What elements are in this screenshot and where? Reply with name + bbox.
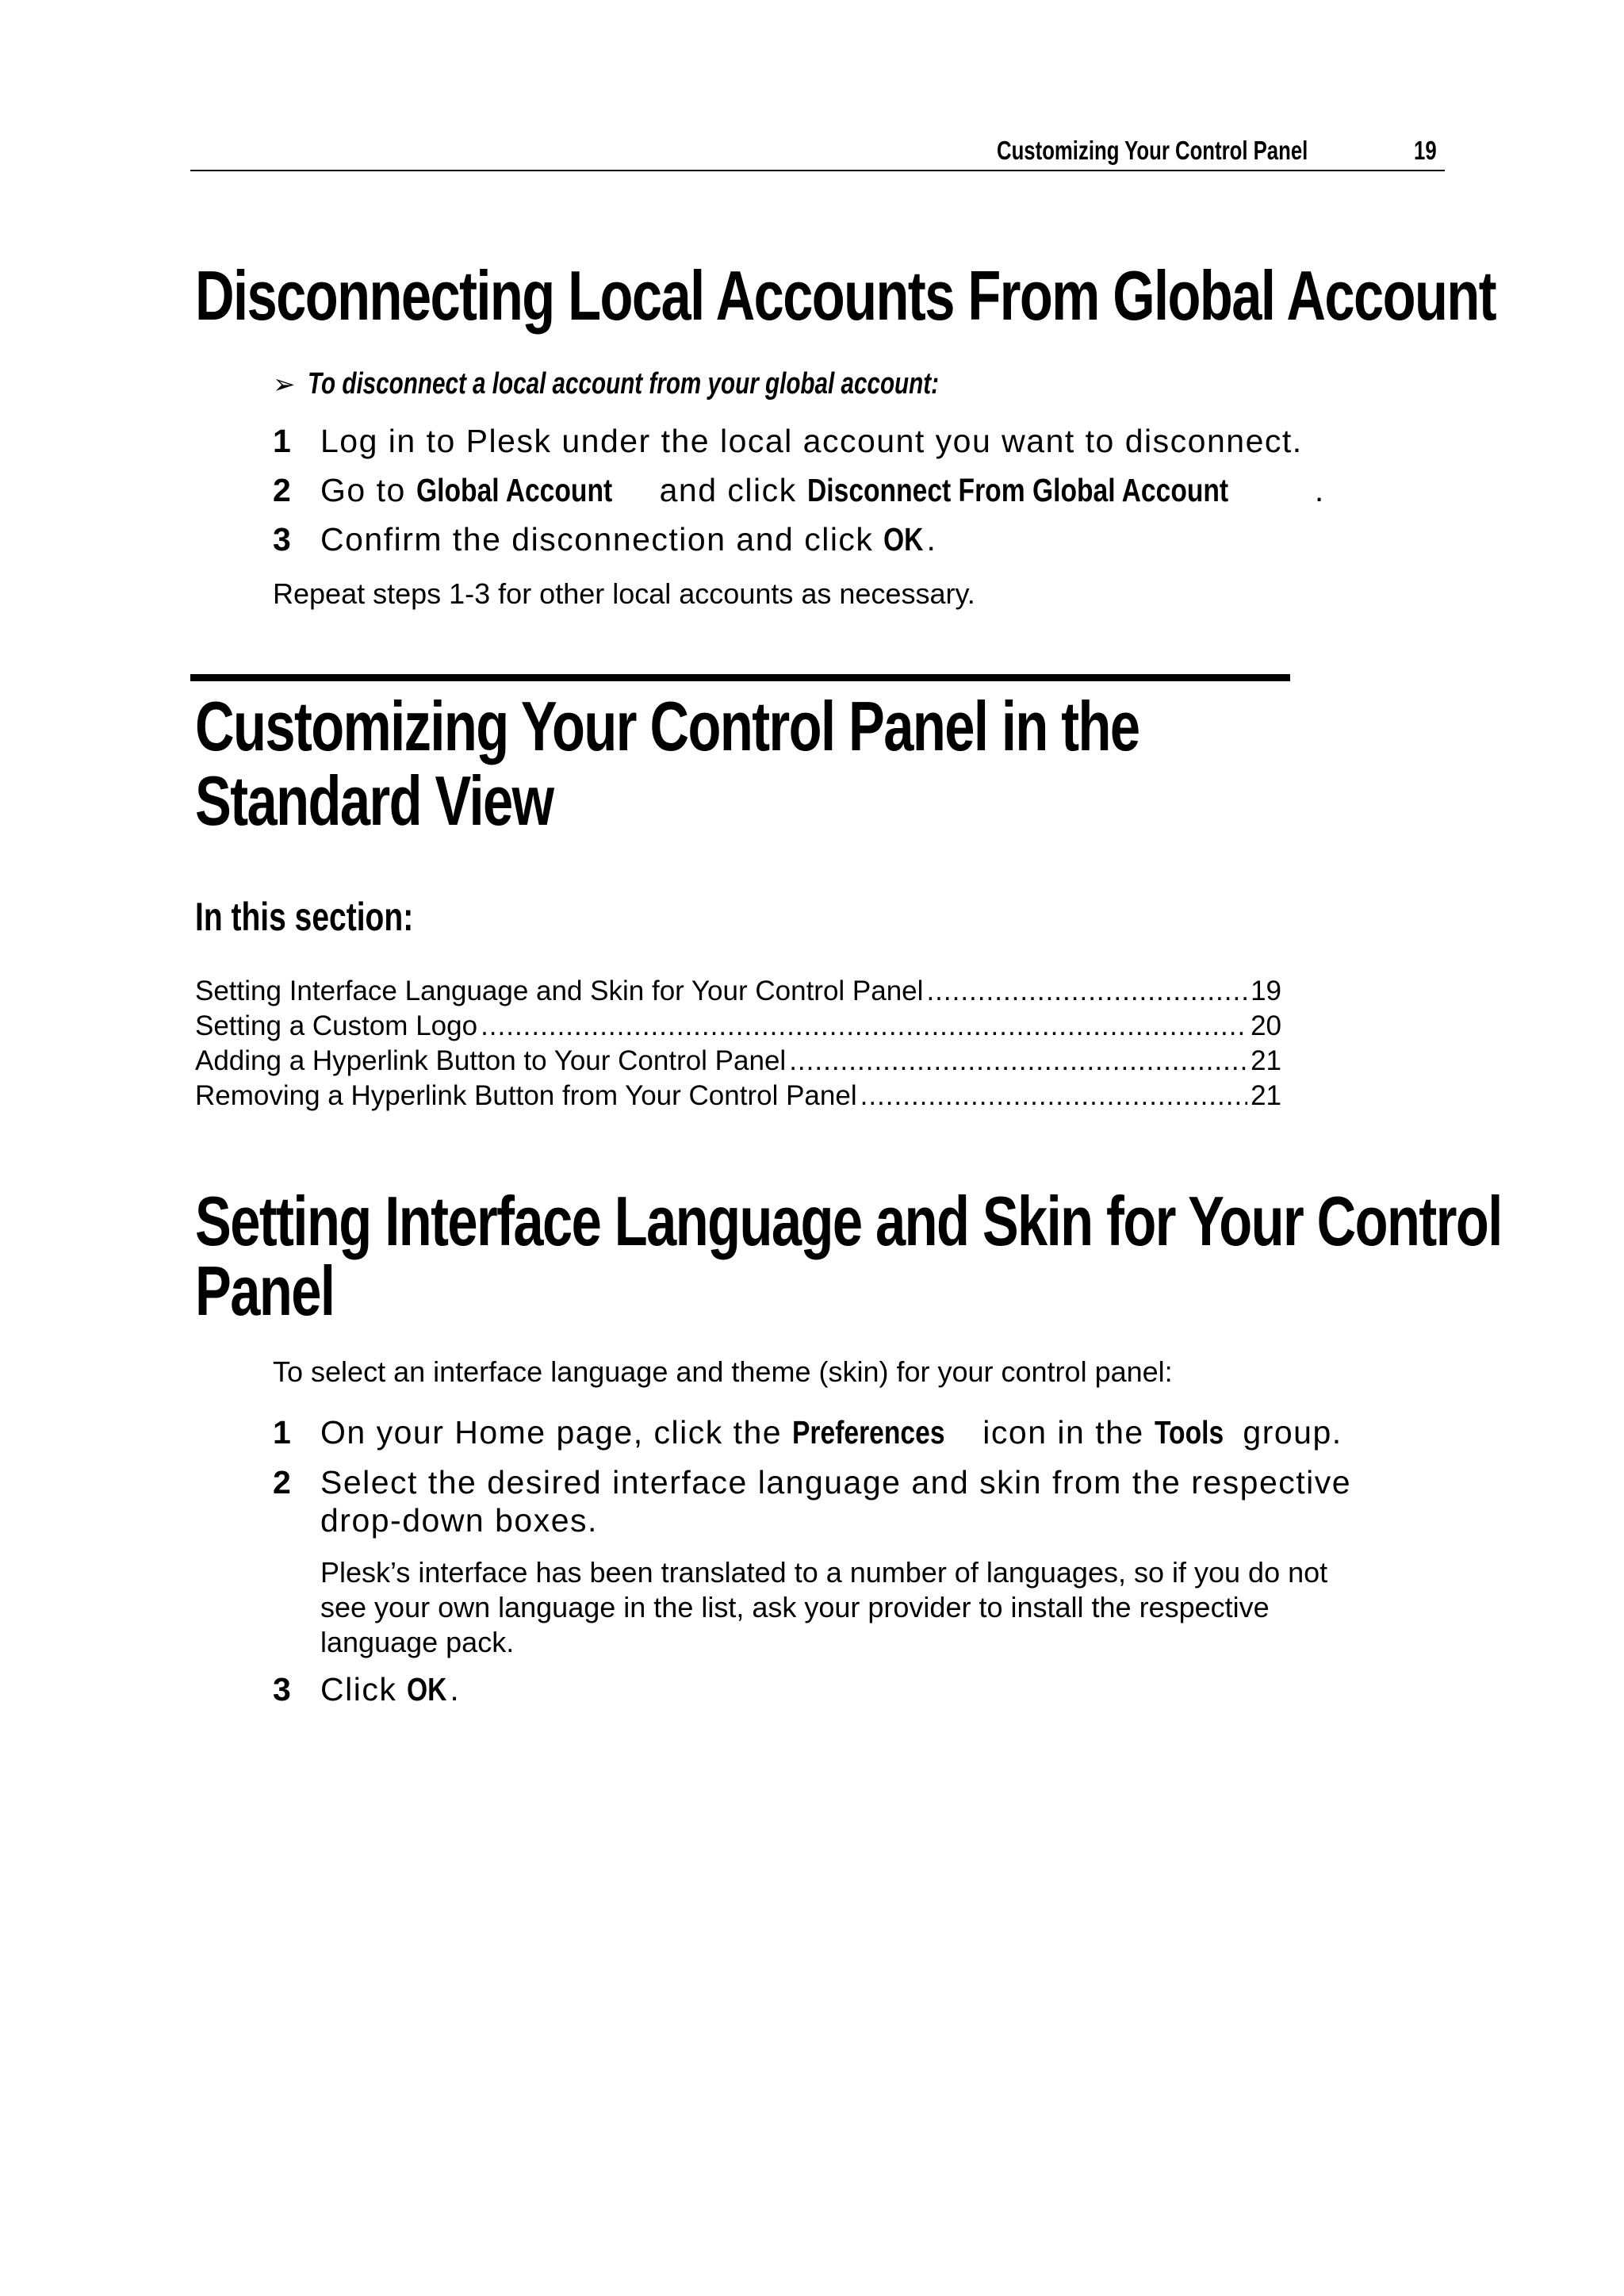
ui-term-ok: OK bbox=[407, 1671, 447, 1708]
toc-entry[interactable]: Setting Interface Language and Skin for Your Control Panel ..... 19 bbox=[195, 974, 1281, 1009]
arrow-bullet-icon: ➢ bbox=[273, 369, 296, 401]
in-this-section-heading: In this section: bbox=[195, 895, 414, 939]
ui-term-preferences: Preferences bbox=[791, 1414, 945, 1451]
list-item: 3 Click OK. bbox=[273, 1665, 1510, 1714]
section-rule bbox=[190, 674, 1290, 681]
list-item: 2 Select the desired interface language and skin from the respective drop-down boxes. Plesk’s interface has been translated to a number of languages, so if you do not see your own language in the list, ask your provider to install the respective language pack. bbox=[273, 1457, 1510, 1660]
toc-entry[interactable]: Removing a Hyperlink Button from Your Control Panel ..... 21 bbox=[195, 1079, 1281, 1114]
toc-entry[interactable]: Adding a Hyperlink Button to Your Control Panel ..... 21 bbox=[195, 1044, 1281, 1079]
list-item: 3 Confirm the disconnection and click OK. bbox=[273, 515, 1462, 564]
running-header-title: Customizing Your Control Panel bbox=[997, 136, 1308, 165]
language-steps bbox=[273, 1408, 1510, 1714]
section-heading-customizing-line1: Customizing Your Control Panel in the bbox=[195, 687, 1139, 765]
list-item: 2 Go to Global Account and click Disconnect From Global Account . bbox=[273, 466, 1462, 515]
section-heading-disconnecting: Disconnecting Local Accounts From Global Account bbox=[195, 256, 1496, 335]
section-heading-setting-language-line2: Panel bbox=[195, 1251, 335, 1330]
ui-term-tools: Tools bbox=[1154, 1414, 1224, 1451]
header-rule bbox=[190, 170, 1445, 171]
toc-entry[interactable]: Setting a Custom Logo ..... 20 bbox=[195, 1009, 1281, 1044]
procedure-intro: ➢ To disconnect a local account from your global account: bbox=[273, 365, 1117, 404]
page-number: 19 bbox=[1414, 136, 1437, 165]
repeat-note: Repeat steps 1-3 for other local accounts as necessary. bbox=[273, 577, 975, 610]
disconnect-steps bbox=[273, 416, 1462, 564]
section-heading-customizing-line2: Standard View bbox=[195, 761, 553, 840]
section-heading-setting-language-line1: Setting Interface Language and Skin for Your Control bbox=[195, 1182, 1502, 1260]
list-item: 1 Log in to Plesk under the local account you want to disconnect. bbox=[273, 423, 1303, 459]
ui-term-global-account: Global Account bbox=[416, 472, 612, 508]
language-pack-note: Plesk’s interface has been translated to a number of languages, so if you do not see your own language in the list, ask your provider to install the respective language pack. bbox=[320, 1556, 1328, 1658]
ui-term-ok: OK bbox=[883, 521, 924, 558]
ui-term-disconnect-from-global-account: Disconnect From Global Account bbox=[806, 472, 1228, 508]
list-item: 1 On your Home page, click the Preferences icon in the Tools group. bbox=[273, 1408, 1510, 1457]
language-intro: To select an interface language and theme (skin) for your control panel: bbox=[273, 1355, 1173, 1388]
